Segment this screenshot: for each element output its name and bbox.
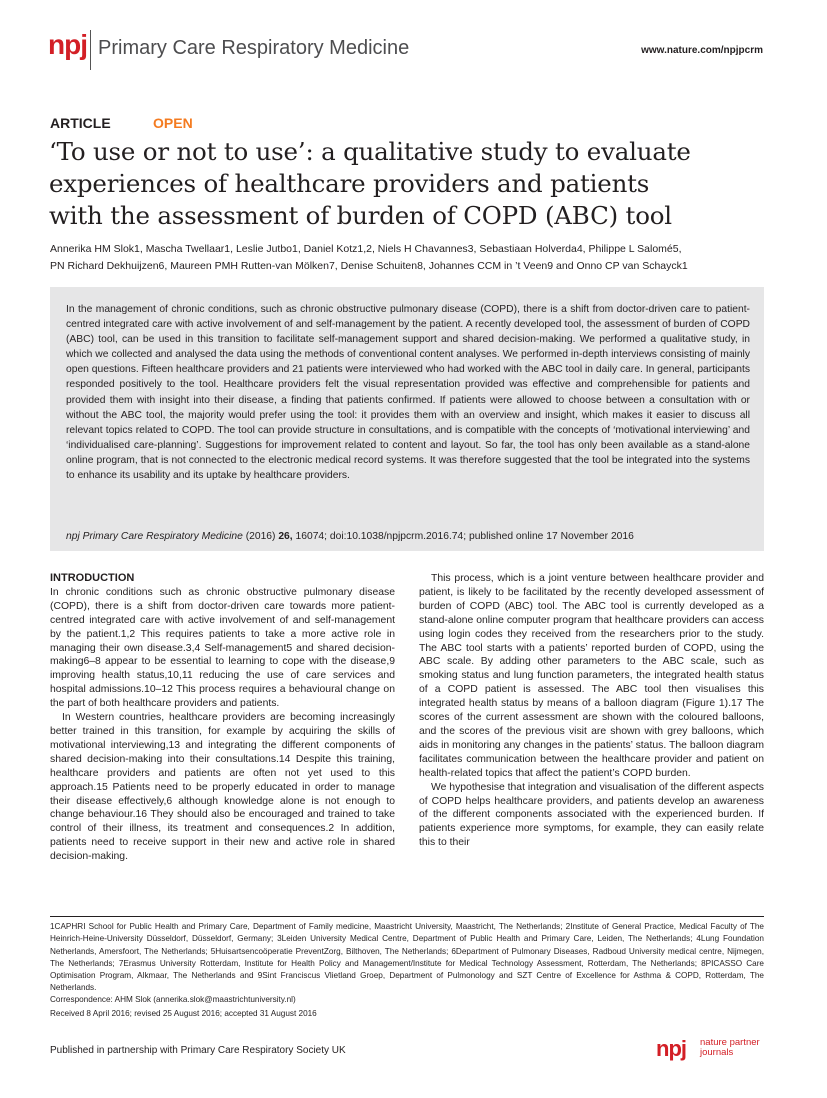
body-column-left [50,572,395,864]
paragraph: In Western countries, healthcare providers are becoming increasingly better trained in this transition, for example by acquiring the skills of motivational interviewing,13 and integrating the different components of shared decision-making into their consultations.14 Despite this training, healthcare providers and patients are often not yet used to this approach.15 Patients need to be properly educated in order to manage their disease effectively,6 although knowledge alone is not enough to change behaviour.16 They should also be encouraged and trained to take control of their illness, its treatment and consequences.2 In addition, patients need to receive support in their new and active role in shared decision-making. [50,712,395,863]
partner-logo-npj: npj [656,1036,686,1061]
partner-logo-line: journals [700,1047,734,1058]
abstract-text: In the management of chronic conditions, such as chronic obstructive pulmonary disease (COPD), there is a shift from doctor-driven care to patient-centred integrated care with active involvement of and self-management by the patient. A recently developed tool, the assessment of burden of COPD (ABC) tool, can be used in this transition to facilitate self-management support and shared decision-making. We performed a qualitative study, in which we collected and analysed the data using the methods of conventional content analyses. We performed in-depth interviews consisting of mainly open questions. Fifteen healthcare providers and 21 patients were interviewed who had worked with the ABC tool in daily care. In general, participants responded positively to the tool. Healthcare providers felt the visual representation provided was effective and comprehensible for patients and provided them with insight into their disease, a finding that patients confirmed. If patients were allowed to choose between a consultation with or without the ABC tool, the majority would prefer using the tool: it provides them with an overview and insight, which makes it easier to discuss all relevant topics related to COPD. The tool can provide structure in consultations, and is compatible with the concepts of ‘motivational interviewing’ and ‘individualised care-planning’. Suggestions for improvement related to content and layout. So far, the tool has only been available as a stand-alone online program, that is not connected to the electronic medical record systems. It was therefore suggested that the tool be integrated into the systems to enhance its usability and its uptake by healthcare providers. [66,304,750,482]
nature-partner-journals-logo [656,1036,760,1062]
citation-journal: npj Primary Care Respiratory Medicine [66,531,243,542]
partner-logo-text [700,1038,770,1058]
body-column-right [419,572,764,850]
author-line: PN Richard Dekhuijzen6, Maureen PMH Rutten-van Mölken7, Denise Schuiten8, Johannes CCM in ’t Veen9 and Onno CP van Schayck1 [50,260,688,272]
journal-name: Primary Care Respiratory Medicine [98,37,410,59]
journal-url[interactable]: www.nature.com/npjpcrm [641,45,763,56]
article-title [49,136,749,232]
title-line: experiences of healthcare providers and patients [49,169,650,198]
paragraph: In chronic conditions such as chronic obstructive pulmonary disease (COPD), there is a shift from doctor-driven care towards more patient-centred integrated care with active involvement of and self-management by the patient.1,2 This requires patients to take a more active role in managing their own disease.3,4 Self-management5 and shared decision-making6–8 appear to be essential to learning to cope with the disease,9 improving health status,10,11 reducing the use of care services and hospital admissions.10–12 This process requires a behavioural change on the part of both healthcare providers and patients. [50,586,395,710]
title-line: with the assessment of burden of COPD (ABC) tool [49,201,672,230]
footnote-divider [50,916,764,917]
affiliations: 1CAPHRI School for Public Health and Primary Care, Department of Family medicine, Maastricht University, Maastricht, The Netherlands; 2Institute of General Practice, Medical Faculty of The Heinrich-Heine-University Düsseldorf, Düsseldorf, Germany; 3Leiden University Medical Centre, Department of Public Health and Primary Care, Leiden, The Netherlands; 4Lung Foundation Netherlands, Amersfoort, The Netherlands; 5Huisartsencoöperatie PreventZorg, Bilthoven, The Netherlands; 6Department of Pulmonary Diseases, Radboud University medical centre, Nijmegen, The Netherlands; 7Erasmus University Rotterdam, Institute for Health Policy and Management/Institute for Medical Technology Assessment, Rotterdam, The Netherlands; 8PICASSO Care Optimisation Program, Alkmaar, The Netherlands and 9Sint Franciscus Vlietland Groep, Department of Pulmonology and SZT Centre of Excellence for Asthma & COPD, Rotterdam, The Netherlands. [50,922,764,993]
section-heading-introduction: INTRODUCTION [50,572,135,584]
title-line: ‘To use or not to use’: a qualitative study to evaluate [49,137,691,166]
logo-divider [90,30,91,70]
npj-logo: npj [48,29,87,60]
citation-doi: 16074; doi:10.1038/npjpcrm.2016.74; published online 17 November 2016 [292,531,634,542]
author-line: Annerika HM Slok1, Mascha Twellaar1, Leslie Jutbo1, Daniel Kotz1,2, Niels H Chavannes3, Sebastiaan Holverda4, Philippe L Salomé5, [50,243,682,255]
paragraph: We hypothesise that integration and visualisation of the different aspects of COPD helps healthcare providers, and patients develop an awareness of the different components associated with the experienced burden. If patients experience more symptoms, for example, they can easily relate this to their [419,781,764,849]
partner-logo-line: nature partner [700,1037,760,1048]
citation-volume: 26, [278,531,293,542]
citation-year: (2016) [242,531,279,542]
author-list [50,241,770,275]
article-type-label: ARTICLE [50,115,111,131]
open-access-label: OPEN [153,115,193,131]
received-dates: Received 8 April 2016; revised 25 August 2016; accepted 31 August 2016 [50,1009,317,1018]
partnership-note: Published in partnership with Primary Care Respiratory Society UK [50,1045,346,1056]
citation-line [66,530,750,544]
correspondence: Correspondence: AHM Slok (annerika.slok@maastrichtuniversity.nl) [50,995,296,1004]
paragraph: This process, which is a joint venture between healthcare provider and patient, is likely to be facilitated by the recently developed assessment of burden of COPD (ABC) tool. The ABC tool is currently developed as a stand-alone online computer program that healthcare providers can access using login codes they received from the researchers prior to the study. The ABC tool starts with a patients’ reported burden of COPD, using the ABC scale. By adding other parameters to the ABC scale, such as smoking status and lung function parameters, the integrated health status of a COPD patient is assessed. The ABC tool then visualises this integrated health status by means of a balloon diagram (Figure 1).17 The scores of the current assessment are shown with the coloured balloons, and the scores of the previous visit are shown with grey balloons, which aids in monitoring any changes in the patients’ status. The balloon diagram facilitates communication between the healthcare provider and patient on health-related topics that affect the patient’s COPD burden. [419,573,764,779]
